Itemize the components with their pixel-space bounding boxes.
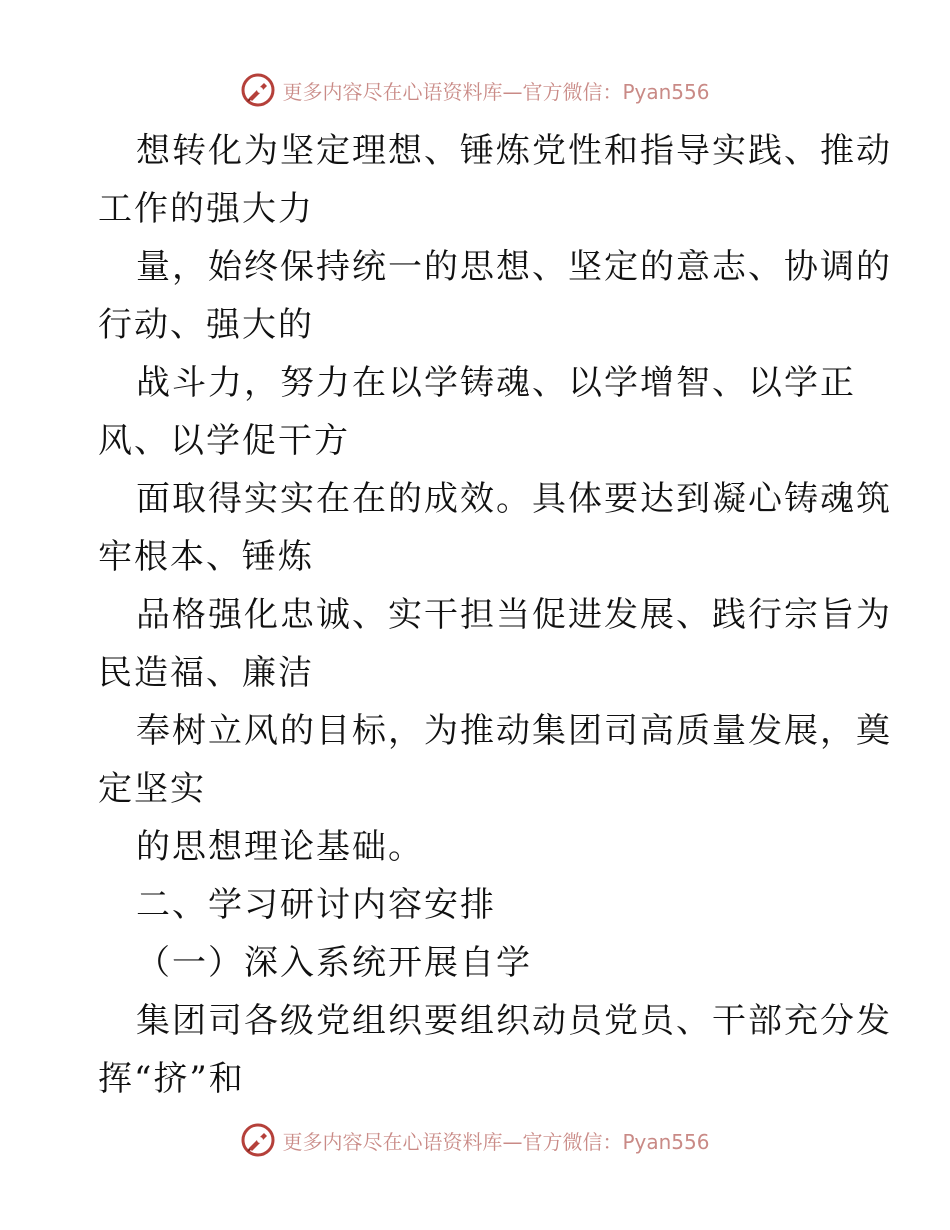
header-watermark: [0, 70, 950, 110]
text-line: 面取得实实在在的成效。具体要达到凝心铸魂筑: [136, 479, 892, 519]
pen-logo-icon: [240, 72, 276, 108]
text-line: 奉树立风的目标，为推动集团司高质量发展，奠: [136, 711, 892, 751]
footer-watermark: [0, 1120, 950, 1160]
watermark-text: 更多内容尽在心语资料库—官方微信：Pyan556: [282, 79, 710, 104]
text-line: 二、学习研讨内容安排: [136, 885, 496, 925]
watermark-text: 更多内容尽在心语资料库—官方微信：Pyan556: [282, 1129, 710, 1154]
text-line: 民造福、廉洁: [98, 653, 314, 693]
text-line: 定坚实: [98, 769, 206, 809]
text-line: 战斗力，努力在以学铸魂、以学增智、以学正: [136, 363, 856, 403]
text-line: 品格强化忠诚、实干担当促进发展、践行宗旨为: [136, 595, 892, 635]
document-body: [98, 122, 892, 1108]
text-line: 集团司各级党组织要组织动员党员、干部充分发: [136, 1001, 892, 1041]
text-line: 工作的强大力: [98, 189, 314, 229]
text-line: 量，始终保持统一的思想、坚定的意志、协调的: [136, 247, 892, 287]
text-line: 牢根本、锤炼: [98, 537, 314, 577]
text-line: 的思想理论基础。: [136, 827, 424, 867]
text-line: 挥“挤”和: [98, 1059, 245, 1099]
text-line: 行动、强大的: [98, 305, 314, 345]
text-line: 风、以学促干方: [98, 421, 350, 461]
text-line: （一）深入系统开展自学: [136, 943, 532, 983]
text-line: 想转化为坚定理想、锤炼党性和指导实践、推动: [136, 131, 892, 171]
pen-logo-icon: [240, 1122, 276, 1158]
